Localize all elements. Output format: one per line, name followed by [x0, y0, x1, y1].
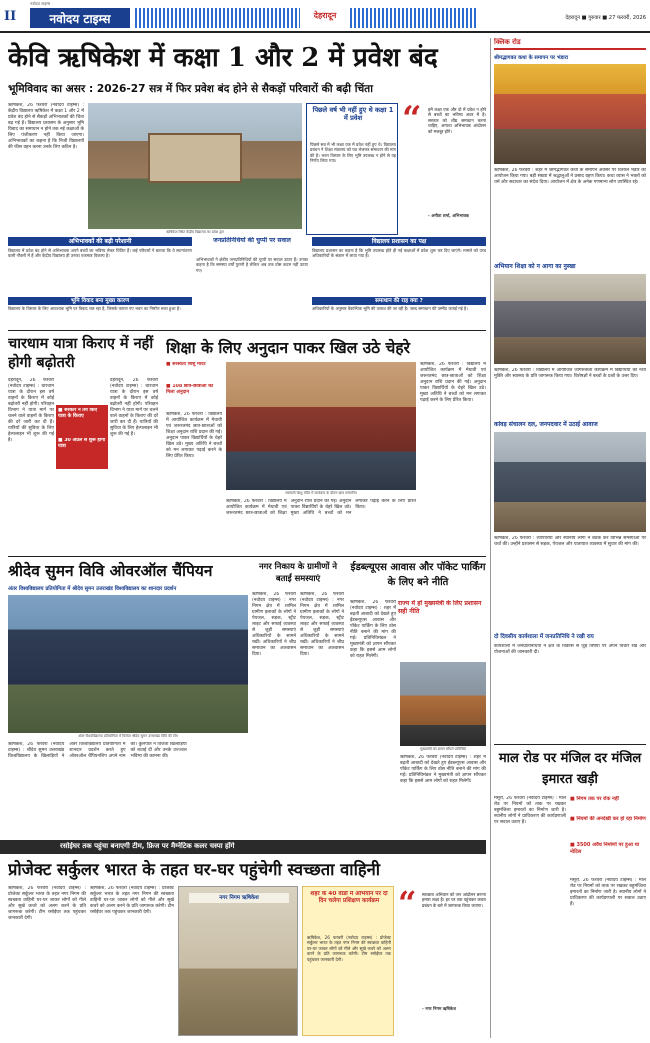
mall-highlight-3: ■ 3500 अवैध निर्माणों पर हुआ था नोटिस — [570, 842, 640, 855]
swachhta-side-body: ऋषिकेश, 26 फरवरी (नवोदय टाइम्स) : प्रोजेक्ट सर्कुलर भारत के तहत नगर निगम की स्वच्छता वाहिनी घर-घर जाकर लोगों को गीले और सूखे कचरे को अलग करने के प्रति जागरूक करेगी। टीम रसोईघर तक पहुंचकर जानकारी देगी। — [307, 935, 391, 962]
lead-quote-box — [402, 103, 486, 235]
shridev-photo — [8, 595, 248, 733]
anudan-highlight-2: ■ 108 छात्र-छात्राओं को मिला अनुदान — [166, 384, 214, 396]
row-sub-1-body: विद्यालय के विस्तार के लिए आवश्यक भूमि पर विवाद चल रहा है, जिसके कारण नए भवन का निर्माण रुका हुआ है। — [8, 306, 181, 311]
lead-subhead: भूमिविवाद का असर : 2026-27 सत्र में फिर प्रवेश बंद होने से सैकड़ों परिवारों की बढ़ी चिंता — [8, 83, 373, 95]
row-box-3-title: विद्यालय प्रशासन का पक्ष — [312, 237, 486, 246]
right-story-2: ऋषिकेश, 26 फरवरी : विद्यालय में आयोजित जागरूकता कार्यक्रम में विद्यार्थियों को नशा मुक्ति और स्वास्थ्य के प्रति जागरूक किया गया। विशेषज्ञों ने बच्चों के प्रश्नों के उत्तर दिए। — [494, 368, 646, 379]
row-box-1-title: अभिभावकों की बढ़ी परेशानी — [8, 237, 192, 246]
char-dham-body-2: देहरादून, 26 फरवरी (नवोदय टाइम्स) : चारधाम यात्रा के दौरान इस वर्ष वाहनों के किराए में कोई बढ़ोतरी नहीं होगी। परिवहन विभाग ने यात्रा मार्ग पर चलने वाले वाहनों के किराए की दरें जारी कर दी हैं। यात्रियों की सुविधा के लिए हेल्पलाइन भी शुरू की गई है। — [110, 378, 158, 437]
paper-name-box — [30, 8, 130, 28]
anudan-headline: शिक्षा के लिए अनुदान पाकर खिल उठे चेहरे — [166, 338, 410, 357]
row-sub-1-title: भूमि विवाद बना मुख्य कारण — [8, 297, 192, 305]
section-rule-2 — [8, 556, 486, 557]
anudan-highlight-1: ■ सरस्वती शिशु मंदिर — [166, 362, 206, 367]
swachhta-photo-label: नगर निगम ऋषिकेश — [189, 893, 289, 903]
swachhta-quote-by: - नगर निगम ऋषिकेश — [422, 1006, 456, 1011]
lead-photo-caption: ऋषिकेश स्थित केंद्रीय विद्यालय का प्रवेश द्वार — [166, 230, 224, 234]
anudan-body-2: ऋषिकेश, 26 फरवरी : विद्यालय में आयोजित कार्यक्रम में मेधावी एवं जरूरतमंद छात्र-छात्राओं को शिक्षा अनुदान राशि प्रदान की गई। अनुदान पाकर विद्यार्थियों के चेहरे खिल उठे। मुख्य अतिथि ने बच्चों को मन लगाकर पढ़ाई करने के लिए प्रेरित किया। — [420, 362, 486, 403]
swachhta-headline: प्रोजेक्ट सर्कुलर भारत के तहत घर-घर पहुंचेगी स्वच्छता वाहिनी — [8, 860, 381, 879]
row-box-1-body: विद्यालय में प्रवेश बंद होने से अभिभावक अपने बच्चों का भविष्य लेकर चिंतित हैं। कई परिवारों ने बताया कि वे स्थानांतरण वाली नौकरी में हैं और केंद्रीय विद्यालय ही उनका एकमात्र विकल्प है। — [8, 248, 192, 259]
nagar-body-2: ऋषिकेश, 26 फरवरी (नवोदय टाइम्स) : नगर निगम क्षेत्र में शामिल ग्रामीण इलाकों के लोगों ने पेयजल, सड़क, स्ट्रीट लाइट और सफाई व्यवस्था से जुड़ी समस्याएं अधिकारियों के सामने रखीं। अधिकारियों ने शीघ्र समाधान का आश्वासन दिया। — [300, 592, 344, 657]
swachhta-side-title: शहर के 40 वार्डों में अभियान पर दो दिन चलेगा प्रशिक्षण कार्यक्रम — [310, 891, 388, 905]
nagar-body-1: ऋषिकेश, 26 फरवरी (नवोदय टाइम्स) : नगर निगम क्षेत्र में शामिल ग्रामीण इलाकों के लोगों ने पेयजल, सड़क, स्ट्रीट लाइट और सफाई व्यवस्था से जुड़ी समस्याएं अधिकारियों के सामने रखीं। अधिकारियों ने शीघ्र समाधान का आश्वासन दिया। — [252, 592, 296, 657]
masthead-stripes-left — [135, 8, 300, 28]
right-photo-1 — [494, 64, 646, 164]
row-box-2-body: अभिभावकों ने क्षेत्रीय जनप्रतिनिधियों की चुप्पी पर सवाल उठाए हैं। उनका कहना है कि समस्या वर्षों पुरानी है लेकिन अब तक ठोस कदम नहीं उठाए गए। — [196, 257, 308, 273]
page-number: II — [4, 9, 17, 24]
quote-mark-icon: “ — [402, 103, 422, 129]
swachhta-side-box — [302, 886, 394, 1036]
ews-photo — [400, 662, 486, 746]
lead-body: ऋषिकेश, 26 फरवरी (नवोदय टाइम्स) : केंद्रीय विद्यालय ऋषिकेश में कक्षा 1 और 2 में प्रवेश बंद होने से सैकड़ों अभिभावकों की चिंता बढ़ गई है। विद्यालय प्रशासन के अनुसार भूमि विवाद का समाधान न होने तक नई कक्षाओं के लिए पंजीकरण नहीं किया जाएगा। अभिभावकों का कहना है कि निजी विद्यालयों की फीस वहन करना उनके लिए कठिन है। — [8, 103, 84, 150]
row-box-3 — [312, 237, 486, 295]
shridev-subhead: अंतर विश्वविद्यालय प्रतियोगिता में श्रीदेव सुमन उत्तराखंड विश्वविद्यालय का शानदार प्रदर्शन — [8, 586, 177, 592]
masthead-rule — [0, 31, 650, 33]
swachhta-photo — [178, 886, 298, 1036]
ews-photo-caption: मुख्यमंत्री को ज्ञापन सौंपते प्रतिनिधि — [420, 747, 466, 751]
mall-highlight-1: ■ निगम तक पर रोक नहीं — [570, 796, 619, 802]
row-box-1 — [8, 237, 192, 295]
lead-side-box-body: पिछले सत्र में भी कक्षा एक में प्रवेश नहीं हुए थे। विद्यालय प्रबंधन ने शिक्षा मंत्रालय को पत्र भेजकर समाधान की मांग की है। भवन विस्तार के लिए भूमि उपलब्ध न होने से यह निर्णय लिया गया। — [310, 142, 396, 164]
lead-side-box — [306, 103, 398, 235]
section-name: देहरादून — [313, 11, 337, 20]
row-sub-2-title: समाधान की राह क्या ? — [312, 297, 486, 305]
right-label: क्लिक रोड — [494, 38, 521, 46]
char-dham-headline: चारधाम यात्रा किराए में नहीं होगी बढ़ोतरी — [8, 335, 154, 371]
char-dham-highlight-1: ■ सरकार ने तय किए यात्रा के किराए — [58, 408, 98, 420]
char-dham-body-1: देहरादून, 26 फरवरी (नवोदय टाइम्स) : चारधाम यात्रा के दौरान इस वर्ष वाहनों के किराए में कोई बढ़ोतरी नहीं होगी। परिवहन विभाग ने यात्रा मार्ग पर चलने वाले वाहनों के किराए की दरें जारी कर दी हैं। यात्रियों की सुविधा के लिए हेल्पलाइन भी शुरू की गई है। — [8, 378, 54, 443]
anudan-body-3: ऋषिकेश, 26 फरवरी : विद्यालय में आयोजित कार्यक्रम में मेधावी एवं जरूरतमंद छात्र-छात्राओं को शिक्षा अनुदान राशि प्रदान की गई। अनुदान पाकर विद्यार्थियों के चेहरे खिल उठे। मुख्य अतिथि ने बच्चों को मन लगाकर पढ़ाई करने के लिए प्रेरित किया। — [226, 499, 416, 516]
anudan-photo — [226, 362, 416, 490]
paper-name: नवोदय टाइम्स — [49, 12, 111, 26]
school-gate — [148, 133, 242, 183]
lead-side-box-title: पिछले वर्ष भी नहीं हुए थे कक्षा 1 में प्रवेश — [312, 106, 394, 123]
mall-highlights — [570, 796, 646, 874]
right-photo-2 — [494, 274, 646, 364]
right-head-3: कांवड़ संचालन दल, जनपदवार में उठाई आवाज — [494, 421, 598, 428]
anudan-highlights — [166, 362, 222, 408]
mall-headline: माल रोड पर मंजिल दर मंजिल इमारत खड़ी — [498, 751, 642, 787]
mall-highlight-2: ■ नियमों की अनदेखी कर हो रहा निर्माण — [570, 816, 646, 822]
right-caption-top: श्रीमद्भागवत कथा के समापन पर भंडारा — [494, 55, 569, 61]
right-rule — [494, 744, 646, 745]
masthead — [0, 0, 650, 34]
anudan-body-1: ऋषिकेश, 26 फरवरी : विद्यालय में आयोजित कार्यक्रम में मेधावी एवं जरूरतमंद छात्र-छात्राओं को शिक्षा अनुदान राशि प्रदान की गई। अनुदान पाकर विद्यार्थियों के चेहरे खिल उठे। मुख्य अतिथि ने बच्चों को मन लगाकर पढ़ाई करने के लिए प्रेरित किया। — [166, 412, 222, 459]
swachhta-quote-text: स्वच्छता अभियान को जन आंदोलन बनाना हमारा लक्ष्य है। हर घर तक पहुंचकर कचरा प्रबंधन के बारे में जागरूक किया जाएगा। — [422, 892, 486, 908]
right-head-4: दो दिवसीय कार्यशाला में जनप्रतिनिधि ने रखी राय — [494, 634, 594, 640]
lead-quote-by: - अनीता शर्मा, अभिभावक — [428, 213, 470, 218]
char-dham-highlights — [56, 405, 108, 469]
row-sub-1 — [8, 297, 192, 327]
right-story-3: ऋषिकेश, 26 फरवरी : व्यापारियों और स्थानीय लोगों ने बैठक कर विभिन्न समस्याओं पर चर्चा की। उन्होंने प्रशासन से सड़क, पेयजल और यातायात व्यवस्था में सुधार की मांग की। — [494, 536, 646, 547]
right-story-1: ऋषिकेश, 26 फरवरी : शहर में श्रीमद्भागवत कथा के समापन अवसर पर विशाल भंडारे का आयोजन किया गया। बड़ी संख्या में श्रद्धालुओं ने प्रसाद ग्रहण किया। कथा व्यास ने भक्तों को धर्म और सदाचार का संदेश दिया। आयोजन में क्षेत्र के अनेक गणमान्य लोग उपस्थित रहे। — [494, 168, 646, 185]
swachhta-body-2: ऋषिकेश, 26 फरवरी (नवोदय टाइम्स) : प्रोजेक्ट सर्कुलर भारत के तहत नगर निगम की स्वच्छता वाहिनी घर-घर जाकर लोगों को गीले और सूखे कचरे को अलग करने के प्रति जागरूक करेगी। टीम रसोईघर तक पहुंचकर जानकारी देगी। — [90, 886, 174, 915]
swachhta-quote-box — [398, 886, 486, 1036]
anudan-photo-caption: सरस्वती शिशु मंदिर में कार्यक्रम के दौरान छात्र सम्मानित — [285, 491, 357, 495]
shridev-body: ऋषिकेश, 26 फरवरी (नवोदय टाइम्स) : श्रीदेव सुमन उत्तराखंड विश्वविद्यालय के खिलाड़ियों ने अंतर विश्वविद्यालय प्रतियोगिता में शानदार प्रदर्शन करते हुए ओवरऑल चैंपियनशिप अपने नाम की। कुलपति ने विजेता खिलाड़ियों को बधाई दी और उनके उज्ज्वल भविष्य की कामना की। — [8, 742, 187, 759]
right-column-rule — [490, 38, 491, 1038]
right-head-2: अभियान शिक्षा को न आगा का नुस्खा — [494, 263, 576, 270]
ews-body-1: ऋषिकेश, 26 फरवरी (नवोदय टाइम्स) : शहर में बढ़ती आबादी को देखते हुए ईडब्ल्यूएस आवास और पॉकेट पार्किंग के लिए ठोस नीति बनाने की मांग की गई। प्रतिनिधिमंडल ने मुख्यमंत्री को ज्ञापन सौंपकर कहा कि इससे आम लोगों को राहत मिलेगी। — [350, 600, 396, 659]
row-sub-2-body: अधिकारियों के अनुसार वैकल्पिक भूमि की तलाश की जा रही है। जल्द समाधान की उम्मीद जताई गई है। — [312, 306, 468, 311]
row-box-3-body: विद्यालय प्रशासन का कहना है कि भूमि उपलब्ध होते ही नई कक्षाओं में प्रवेश शुरू कर दिए जाएंगे। मामले को उच्च अधिकारियों के संज्ञान में लाया गया है। — [312, 248, 486, 259]
shridev-photo-caption: अंतर विश्वविद्यालय प्रतियोगिता में विजेता श्रीदेव सुमन उत्तराखंड विवि की टीम — [78, 734, 178, 738]
banner-strip — [0, 840, 486, 854]
shridev-headline: श्रीदेव सुमन विवि ओवरऑल चैंपियन — [8, 561, 213, 580]
right-photo-3 — [494, 432, 646, 532]
lead-headline: केवि ऋषिकेश में कक्षा 1 और 2 में प्रवेश बंद — [8, 43, 438, 73]
swachhta-quote-mark-icon: “ — [398, 886, 417, 914]
ews-headline: ईडब्ल्यूएस आवास और पॉकेट पार्किंग के लिए बने नीति — [350, 562, 486, 588]
masthead-stripes-right — [350, 8, 478, 28]
nagar-headline: नगर निकाय के ग्रामीणों ने बताईं समस्याएं — [258, 561, 338, 583]
row-sub-2 — [312, 297, 486, 327]
ews-pull-quote: राज्य में हों मुख्यमंत्री के लिए प्रशासन सही नीति — [398, 600, 482, 615]
swachhta-body-1: ऋषिकेश, 26 फरवरी (नवोदय टाइम्स) : प्रोजेक्ट सर्कुलर भारत के तहत नगर निगम की स्वच्छता वाहिनी घर-घर जाकर लोगों को गीले और सूखे कचरे को अलग करने के प्रति जागरूक करेगी। टीम रसोईघर तक पहुंचकर जानकारी देगी। — [8, 886, 86, 921]
char-dham-highlight-2: ■ 30 अप्रैल से शुरू होगी यात्रा — [58, 438, 106, 450]
lead-quote-text: हमें कक्षा एक और दो में प्रवेश न होने से बच्चों का भविष्य अधर में है। सरकार को शीघ्र समाधान करना चाहिए, अन्यथा अभिभावक आंदोलन को मजबूर होंगे। — [428, 107, 486, 134]
mall-body-1: मसूरी, 26 फरवरी (नवोदय टाइम्स) : माल रोड पर नियमों को ताक पर रखकर बहुमंजिला इमारतों का निर्माण जारी है। स्थानीय लोगों ने प्राधिकरण की कार्यप्रणाली पर सवाल उठाए हैं। — [494, 796, 566, 825]
row-box-2 — [196, 237, 308, 319]
dateline: देहरादून ■ गुरुवार ■ 27 फरवरी, 2026 — [565, 15, 646, 21]
right-story-4: कार्यशाला में जनप्रतिनिधियों ने क्षेत्र के विकास से जुड़े विषयों पर अपने विचार रखे और योजनाओं की जानकारी दी। — [494, 644, 646, 655]
section-rule-1 — [8, 330, 486, 331]
row-box-2-title: जनप्रतिनिधियों की चुप्पी पर सवाल — [213, 237, 291, 244]
banner-text: रसोईघर तक पहुंचा बनाएगी टीम, फ्रिज पर मैग्नेटिक कलर चस्पा होंगे — [60, 842, 235, 850]
masthead-top-line: नवोदय टाइम्स — [30, 1, 51, 6]
ews-body-2: ऋषिकेश, 26 फरवरी (नवोदय टाइम्स) : शहर में बढ़ती आबादी को देखते हुए ईडब्ल्यूएस आवास और पॉकेट पार्किंग के लिए ठोस नीति बनाने की मांग की गई। प्रतिनिधिमंडल ने मुख्यमंत्री को ज्ञापन सौंपकर कहा कि इससे आम लोगों को राहत मिलेगी। — [400, 755, 486, 784]
mall-body-2: मसूरी, 26 फरवरी (नवोदय टाइम्स) : माल रोड पर नियमों को ताक पर रखकर बहुमंजिला इमारतों का निर्माण जारी है। स्थानीय लोगों ने प्राधिकरण की कार्यप्रणाली पर सवाल उठाए हैं। — [570, 878, 646, 907]
right-label-box — [494, 38, 646, 50]
lead-photo — [88, 103, 302, 229]
